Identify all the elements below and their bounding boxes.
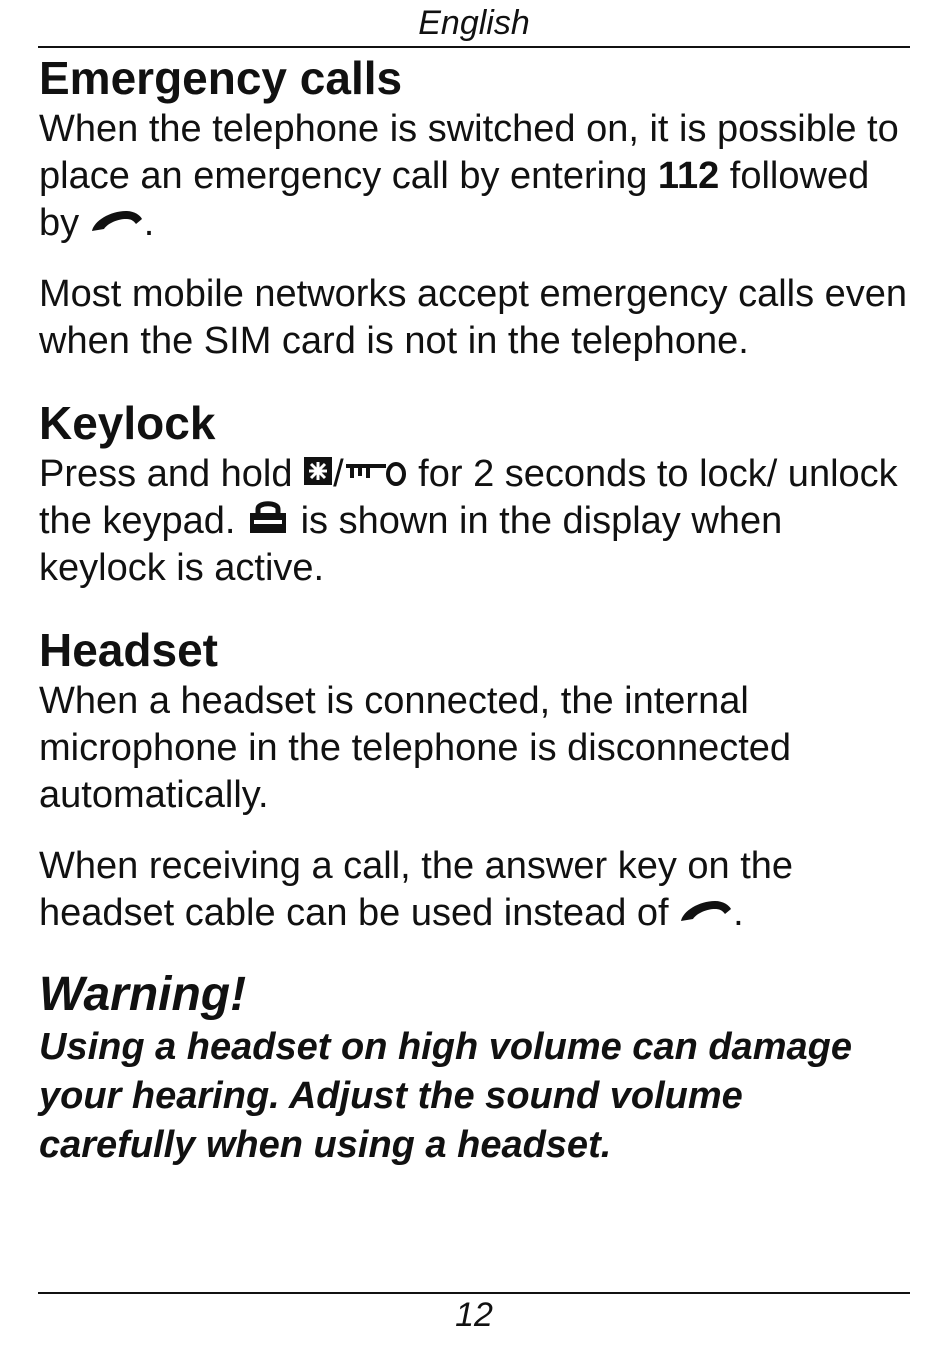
section-warning [39,967,909,1170]
keylock-text-c: is shown in the display when keylock is active. [39,500,783,589]
keylock-text-b: for 2 seconds to lock/ unlock the keypad. [39,453,898,542]
section-headset [39,622,909,937]
warning-text: Using a headset on high volume can damage your hearing. Adjust the sound volume carefully when using a headset. [39,1026,852,1166]
page-number: 12 [455,1296,493,1334]
emergency-number: 112 [657,155,720,197]
page-footer [38,1292,910,1336]
emergency-period: . [143,202,155,244]
keylock-paragraph [39,451,909,592]
star-key-icon [303,451,333,498]
emergency-paragraph-2: Most mobile networks accept emergency calls even when the SIM card is not in the telephone. [39,273,908,362]
key-icon [344,451,408,498]
call-key-icon [679,890,733,937]
emergency-title: Emergency calls [39,52,403,104]
headset-period: . [733,892,744,934]
page-content [39,50,909,1170]
padlock-icon [246,498,290,545]
emergency-text-b: followed by [39,155,870,244]
keylock-title: Keylock [39,397,216,449]
call-key-icon [90,200,144,247]
headset-title: Headset [39,624,218,676]
warning-title: Warning! [39,968,247,1021]
emergency-text-a: When the telephone is switched on, it is possible to place an emergency call by entering [39,108,899,197]
headset-paragraph-1: When a headset is connected, the internal microphone in the telephone is disconnected automatically. [39,680,792,816]
emergency-paragraph-1 [39,106,909,247]
keylock-text-a: Press and hold [39,453,304,495]
keylock-slash: / [333,453,344,495]
section-keylock [39,395,909,592]
section-emergency-calls [39,50,909,365]
header-language: English [418,4,530,42]
headset-text-a: When receiving a call, the answer key on the headset cable can be used instead of [39,845,794,934]
page-header [38,0,910,48]
headset-paragraph-2 [39,843,909,937]
